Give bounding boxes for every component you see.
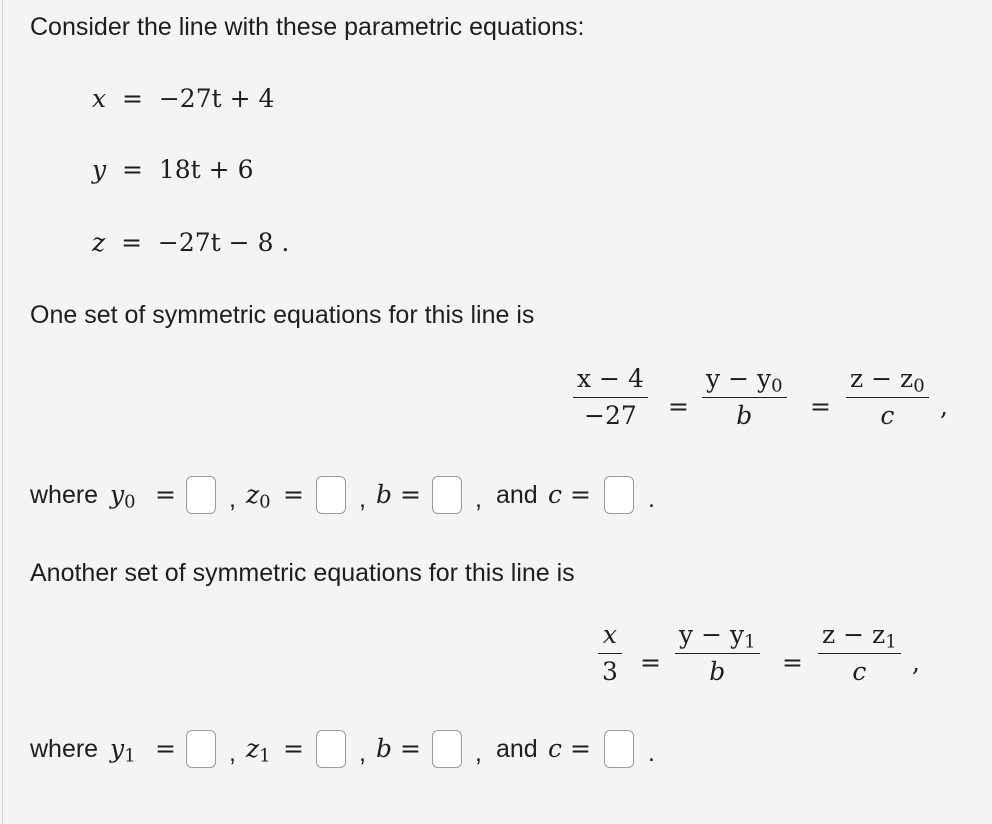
set2-frac-x-den: 3: [602, 657, 618, 687]
set1-and-text: and: [496, 481, 538, 509]
set2-and-text: and: [496, 735, 538, 763]
set2-frac-y-num-main: y − y: [679, 620, 745, 649]
set1-frac-y: [702, 364, 787, 431]
set1-y0-var: y: [110, 480, 125, 509]
set1-b-equals: =: [400, 480, 421, 509]
set2-c-label: c: [548, 734, 563, 763]
set2-comma-2: ,: [359, 739, 366, 767]
set1-z0-label: [246, 480, 271, 513]
set2-z1-sub: 1: [259, 745, 271, 767]
set2-frac-z-bar: [818, 653, 901, 654]
set2-y1-sub: 1: [124, 745, 136, 767]
set2-frac-x-bar: [598, 653, 622, 654]
set2-frac-z: [818, 620, 901, 687]
set1-frac-x-num: x − 4: [577, 364, 644, 393]
set2-y1-equals: =: [155, 734, 176, 763]
y0-input[interactable]: [186, 476, 216, 514]
intro-text: Consider the line with these parametric equations:: [30, 13, 585, 41]
set2-z1-var: z: [246, 734, 260, 763]
b-input-1[interactable]: [432, 476, 462, 514]
set1-c-label: c: [548, 480, 563, 509]
set1-frac-z-den: c: [880, 401, 895, 431]
set2-frac-z-den: c: [852, 657, 867, 687]
set2-y1-label: [110, 734, 136, 767]
z1-input[interactable]: [316, 730, 346, 768]
param-y-equals: =: [114, 155, 151, 184]
set1-frac-y-num: [702, 364, 787, 397]
set2-frac-y-bar: [675, 653, 760, 654]
set1-trailing-comma: ,: [940, 392, 948, 421]
param-z-rhs: −27t − 8 .: [157, 228, 290, 257]
set1-z0-var: z: [246, 480, 260, 509]
set2-frac-y-den: b: [709, 657, 726, 687]
set1-y0-sub: 0: [124, 491, 136, 513]
set2-z1-equals: =: [283, 734, 304, 763]
set1-y0-label: [110, 480, 136, 513]
set2-comma-3: ,: [475, 739, 482, 767]
param-eq-y: [92, 155, 253, 185]
set2-frac-x-num: x: [602, 620, 617, 649]
set1-frac-z-num-main: z − z: [850, 364, 914, 393]
y1-input[interactable]: [186, 730, 216, 768]
set1-heading: One set of symmetric equations for this line is: [30, 301, 535, 329]
set1-c-equals: =: [570, 480, 591, 509]
set1-comma-3: ,: [475, 485, 482, 513]
param-x-rhs: −27t + 4: [158, 84, 275, 113]
set2-frac-z-num: [818, 620, 901, 653]
param-y-var: y: [92, 155, 107, 184]
set1-frac-y-num-main: y − y: [706, 364, 772, 393]
set1-comma-2: ,: [359, 485, 366, 513]
set2-equals-2: =: [782, 648, 803, 677]
set2-heading: Another set of symmetric equations for this line is: [30, 559, 575, 587]
set2-period: .: [648, 739, 655, 767]
param-eq-x: [92, 84, 274, 114]
set2-frac-y: [675, 620, 760, 687]
set1-equals-1: =: [668, 392, 689, 421]
param-z-equals: =: [113, 228, 150, 257]
set2-where-text: where: [30, 735, 99, 763]
c-input-2[interactable]: [604, 730, 634, 768]
param-z-var: z: [92, 228, 106, 257]
set2-frac-y-num: [675, 620, 760, 653]
set2-c-equals: =: [570, 734, 591, 763]
set2-equals-1: =: [640, 648, 661, 677]
set2-b-equals: =: [400, 734, 421, 763]
set2-frac-y-num-sub: 1: [744, 631, 756, 653]
set1-frac-y-num-sub: 0: [771, 375, 783, 397]
set1-frac-z-num: [846, 364, 929, 397]
set1-z0-sub: 0: [259, 491, 271, 513]
set1-frac-x-den: −27: [584, 401, 637, 431]
set1-where-text: where: [30, 481, 99, 509]
set1-period: .: [648, 485, 655, 513]
set1-b-label: b: [376, 480, 393, 509]
c-input-1[interactable]: [604, 476, 634, 514]
set1-comma-1: ,: [229, 485, 236, 513]
set1-frac-z: [846, 364, 929, 431]
set1-frac-z-bar: [846, 397, 929, 398]
set1-frac-y-den: b: [736, 401, 753, 431]
z0-input[interactable]: [316, 476, 346, 514]
param-x-var: x: [92, 84, 107, 113]
set1-frac-x-bar: [573, 397, 648, 398]
set2-comma-1: ,: [229, 739, 236, 767]
param-x-equals: =: [114, 84, 151, 113]
set1-frac-x: [573, 364, 648, 431]
set2-b-label: b: [376, 734, 393, 763]
set1-z0-equals: =: [283, 480, 304, 509]
set2-trailing-comma: ,: [912, 648, 920, 677]
set2-y1-var: y: [110, 734, 125, 763]
param-eq-z: [92, 228, 289, 258]
set2-z1-label: [246, 734, 271, 767]
set1-frac-z-num-sub: 0: [913, 375, 925, 397]
set2-frac-x: [598, 620, 622, 687]
set2-frac-z-num-main: z − z: [822, 620, 886, 649]
set2-frac-z-num-sub: 1: [885, 631, 897, 653]
set1-frac-y-bar: [702, 397, 787, 398]
param-y-rhs: 18t + 6: [158, 155, 254, 184]
left-border: [2, 0, 3, 824]
set1-equals-2: =: [810, 392, 831, 421]
b-input-2[interactable]: [432, 730, 462, 768]
set1-y0-equals: =: [155, 480, 176, 509]
